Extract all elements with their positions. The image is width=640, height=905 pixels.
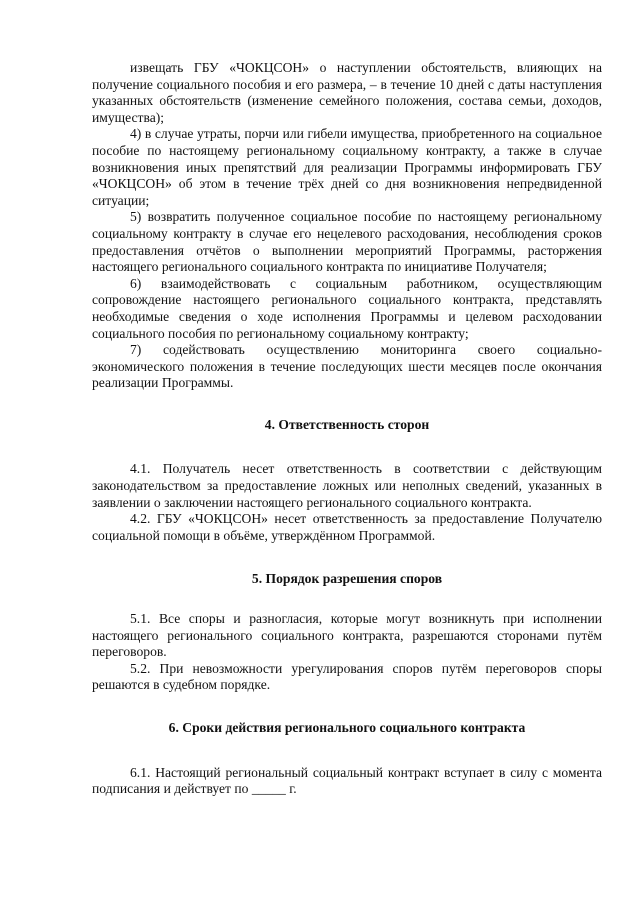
duty-item-6: 6) взаимодействовать с социальным работником, осуществляющим сопровождение настоящего регионального социального контракта, представлять необходимые сведения о ходе исполнения Программы и целевом расходовании социального пособия по региональному социальному контракту;: [92, 275, 602, 341]
document-page: [92, 60, 602, 798]
clause-5-1: 5.1. Все споры и разногласия, которые могут возникнуть при исполнении настоящего регионального социального контракта, разрешаются сторонами путём переговоров.: [92, 611, 602, 660]
section-5-heading: 5. Порядок разрешения споров: [251, 571, 443, 587]
section-6-heading: 6. Сроки действия регионального социального контракта: [168, 720, 526, 735]
continuation-paragraph: извещать ГБУ «ЧОКЦСОН» о наступлении обстоятельств, влияющих на получение социального пособия и его размера, – в течение 10 дней с даты наступления указанных обстоятельств (изменение семейного положения, состава семьи, доходов, имущества);: [92, 60, 602, 125]
clause-5-2: 5.2. При невозможности урегулирования споров путём переговоров споры решаются в судебном порядке.: [92, 660, 602, 693]
clause-6-1: 6.1. Настоящий региональный социальный контракт вступает в силу с момента подписания и действует по _____ г.: [92, 764, 602, 797]
clause-4-2: 4.2. ГБУ «ЧОКЦСОН» несет ответственность за предоставление Получателю социальной помощи в объёме, утверждённом Программой.: [92, 511, 602, 543]
duty-item-5: 5) возвратить полученное социальное пособие по настоящему региональному социальному контракту в случае его нецелевого расходования, несоблюдения сроков предоставления отчётов о выполнении мероприятий Программы, расторжения настоящего регионального социального контракта по инициативе Получателя;: [92, 209, 602, 275]
clause-4-1: 4.1. Получатель несет ответственность в соответствии с действующим законодательством за предоставление ложных или неполных сведений, указанных в заявлении о заключении настоящего регионального социального контракта.: [92, 461, 602, 510]
duty-item-4: 4) в случае утраты, порчи или гибели имущества, приобретенного на социальное пособие по настоящему региональному социальному контракту, а также в случае возникновения иных препятствий для реализации Программы информировать ГБУ «ЧОКЦСОН» об этом в течение трёх дней со дня возникновения непредвиденной ситуации;: [92, 126, 602, 208]
duty-item-7: 7) содействовать осуществлению мониторинга своего социально-экономического положения в течение последующих шести месяцев после окончания реализации Программы.: [92, 342, 602, 391]
section-4-heading: 4. Ответственность сторон: [264, 416, 430, 432]
